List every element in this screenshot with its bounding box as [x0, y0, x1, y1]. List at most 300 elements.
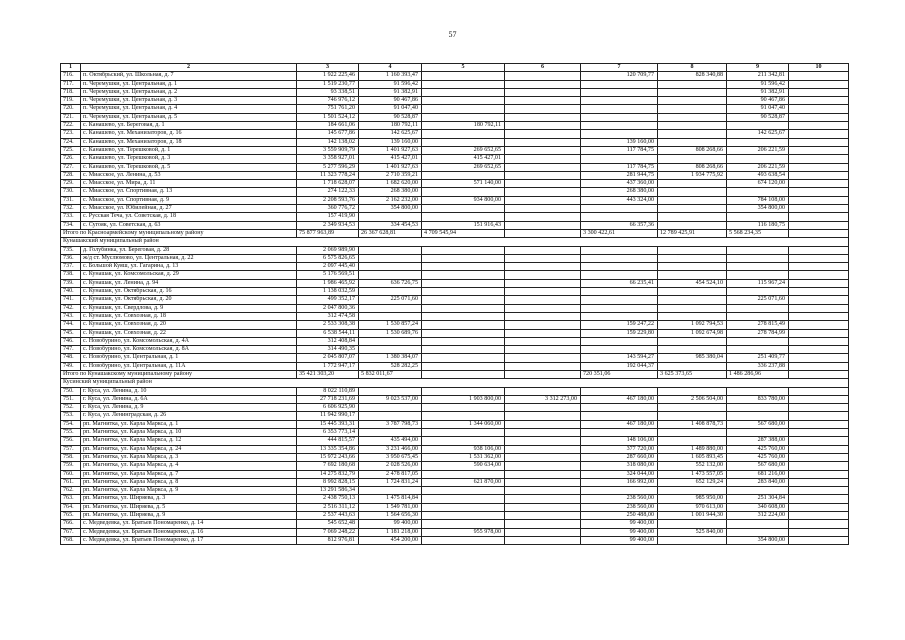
amount-cell — [789, 337, 849, 345]
table-row — [61, 205, 849, 213]
amount-cell — [789, 304, 849, 312]
amount-cell: 184 661,06 — [297, 122, 359, 130]
row-number: 726. — [61, 155, 81, 163]
amount-cell — [505, 512, 581, 520]
amount-cell — [359, 304, 422, 312]
amount-cell — [658, 130, 727, 138]
amount-cell — [505, 445, 581, 453]
amount-cell: 1 549 781,00 — [359, 503, 422, 511]
amount-cell — [789, 321, 849, 329]
row-number: 764. — [61, 503, 81, 511]
amount-cell — [727, 138, 789, 146]
amount-cell — [505, 221, 581, 229]
amount-cell — [505, 288, 581, 296]
amount-cell: 1 564 656,30 — [359, 512, 422, 520]
row-number: 738. — [61, 271, 81, 279]
amount-cell: 681 216,00 — [727, 470, 789, 478]
amount-cell — [581, 254, 658, 262]
address-cell: г. Куса, ул. Ленинградская, д. 26 — [81, 412, 297, 420]
table-row — [61, 180, 849, 188]
amount-cell: 117 784,75 — [581, 163, 658, 171]
amount-cell — [658, 196, 727, 204]
amount-cell: 1 501 524,12 — [297, 113, 359, 121]
amount-cell: 808 268,66 — [658, 146, 727, 154]
address-cell: с. Кунашак, ул. Совхозная, д. 20 — [81, 321, 297, 329]
amount-cell: 2 516 311,12 — [297, 503, 359, 511]
amount-cell — [505, 478, 581, 486]
amount-cell — [727, 188, 789, 196]
amount-cell: 425 760,00 — [727, 445, 789, 453]
address-cell: рп. Магнитка, ул. Карла Маркса, д. 10 — [81, 429, 297, 437]
amount-cell — [422, 346, 505, 354]
subtotal-value: 26 367 628,81 — [359, 229, 422, 237]
amount-cell — [505, 487, 581, 495]
amount-cell: 746 976,12 — [297, 97, 359, 105]
subtotal-value: 5 568 234,35 — [727, 229, 789, 237]
amount-cell: 91 596,42 — [727, 80, 789, 88]
amount-cell: 1 530 689,76 — [359, 329, 422, 337]
row-number: 735. — [61, 246, 81, 254]
amount-cell — [658, 138, 727, 146]
amount-cell — [505, 279, 581, 287]
amount-cell: 66 235,41 — [581, 279, 658, 287]
amount-cell — [422, 304, 505, 312]
row-number: 768. — [61, 536, 81, 544]
amount-cell: 90 467,86 — [727, 97, 789, 105]
amount-cell: 435 494,00 — [359, 437, 422, 445]
amount-cell: 1 138 032,59 — [297, 288, 359, 296]
amount-cell: 91 596,42 — [359, 80, 422, 88]
amount-cell — [581, 387, 658, 395]
amount-cell: 2 478 817,05 — [359, 470, 422, 478]
amount-cell — [658, 263, 727, 271]
row-number: 721. — [61, 113, 81, 121]
amount-cell — [505, 420, 581, 428]
amount-cell: 143 594,27 — [581, 354, 658, 362]
column-number: 3 — [297, 64, 359, 72]
amount-cell — [422, 88, 505, 96]
amount-cell: 251 304,84 — [727, 495, 789, 503]
amount-cell — [359, 387, 422, 395]
amount-cell: 91 047,40 — [727, 105, 789, 113]
amount-cell: 159 229,80 — [581, 329, 658, 337]
amount-cell — [789, 495, 849, 503]
table-row — [61, 171, 849, 179]
amount-cell: 1 934 775,92 — [658, 171, 727, 179]
table-row — [61, 420, 849, 428]
amount-cell: 8 992 828,15 — [297, 478, 359, 486]
amount-cell — [422, 387, 505, 395]
amount-cell: 833 780,00 — [727, 395, 789, 403]
amount-cell — [789, 478, 849, 486]
amount-cell: 985 950,00 — [658, 495, 727, 503]
amount-cell: 3 312 273,00 — [505, 395, 581, 403]
address-cell: п. Черемушки, ул. Центральная, д. 3 — [81, 97, 297, 105]
amount-cell: 3 358 927,01 — [297, 155, 359, 163]
amount-cell — [422, 138, 505, 146]
amount-cell — [727, 246, 789, 254]
amount-cell: 652 129,24 — [658, 478, 727, 486]
row-number: 732. — [61, 205, 81, 213]
amount-cell — [789, 113, 849, 121]
amount-cell — [789, 528, 849, 536]
row-number: 744. — [61, 321, 81, 329]
amount-cell — [789, 536, 849, 544]
amount-cell — [658, 387, 727, 395]
amount-cell — [505, 105, 581, 113]
amount-cell — [422, 437, 505, 445]
amount-cell — [505, 404, 581, 412]
table-row — [61, 288, 849, 296]
amount-cell — [505, 296, 581, 304]
row-number: 740. — [61, 288, 81, 296]
table-row — [61, 296, 849, 304]
amount-cell — [789, 429, 849, 437]
table-row — [61, 462, 849, 470]
section-heading: Кусинский муниципальный район — [61, 379, 849, 387]
row-number: 742. — [61, 304, 81, 312]
column-number: 9 — [727, 64, 789, 72]
amount-cell: 93 338,51 — [297, 88, 359, 96]
table-row — [61, 254, 849, 262]
amount-cell: 8 022 110,89 — [297, 387, 359, 395]
row-number: 746. — [61, 337, 81, 345]
table-row — [61, 271, 849, 279]
amount-cell: 3 231 466,00 — [359, 445, 422, 453]
amount-cell — [422, 404, 505, 412]
amount-cell — [789, 503, 849, 511]
row-number: 747. — [61, 346, 81, 354]
amount-cell: 7 069 248,22 — [297, 528, 359, 536]
amount-cell — [789, 453, 849, 461]
amount-cell: 2 069 989,90 — [297, 246, 359, 254]
address-cell: с. Кунашак, ул. Комсомольская, д. 29 — [81, 271, 297, 279]
row-number: 719. — [61, 97, 81, 105]
amount-cell — [505, 321, 581, 329]
subtotal-value: 5 832 011,67 — [359, 370, 422, 378]
amount-cell: 751 761,20 — [297, 105, 359, 113]
amount-cell: 312 224,00 — [727, 512, 789, 520]
amount-cell — [727, 288, 789, 296]
address-cell: ж/д ст. Муслюмово, ул. Центральная, д. 22 — [81, 254, 297, 262]
amount-cell — [422, 354, 505, 362]
amount-cell — [422, 362, 505, 370]
table-row — [61, 196, 849, 204]
subtotal-value — [505, 229, 581, 237]
amount-cell — [658, 97, 727, 105]
amount-cell: 11 323 778,24 — [297, 171, 359, 179]
amount-cell — [505, 138, 581, 146]
amount-cell: 115 967,24 — [727, 279, 789, 287]
amount-cell — [422, 312, 505, 320]
address-cell: г. Куса, ул. Ленина, д. 6А — [81, 395, 297, 403]
table-row — [61, 80, 849, 88]
column-number: 7 — [581, 64, 658, 72]
amount-cell — [658, 412, 727, 420]
amount-cell — [658, 180, 727, 188]
table-row — [61, 395, 849, 403]
amount-cell — [505, 113, 581, 121]
amount-cell: 225 071,60 — [359, 296, 422, 304]
address-cell: с. Кунашак, ул. Октябрьская, д. 20 — [81, 296, 297, 304]
amount-cell — [422, 495, 505, 503]
amount-cell: 955 978,00 — [422, 528, 505, 536]
amount-cell — [581, 205, 658, 213]
address-cell: с. Миасское, ул. Спортивная, д. 13 — [81, 188, 297, 196]
amount-cell: 14 275 832,79 — [297, 470, 359, 478]
amount-cell: 206 221,59 — [727, 146, 789, 154]
address-cell: с. Большой Куяш, ул. Гагарина, д. 13 — [81, 263, 297, 271]
amount-cell: 318 080,00 — [581, 462, 658, 470]
amount-cell: 13 291 586,34 — [297, 487, 359, 495]
table-row — [61, 495, 849, 503]
amount-cell — [422, 205, 505, 213]
header-row — [61, 64, 849, 72]
amount-cell — [505, 329, 581, 337]
amount-cell — [658, 312, 727, 320]
amount-cell: 454 200,00 — [359, 536, 422, 544]
amount-cell — [505, 146, 581, 154]
address-cell: рп. Магнитка, ул. Карла Маркса, д. 1 — [81, 420, 297, 428]
amount-cell: 552 132,00 — [658, 462, 727, 470]
amount-cell: 9 023 537,00 — [359, 395, 422, 403]
amount-cell — [789, 254, 849, 262]
table-row — [61, 470, 849, 478]
amount-cell — [581, 88, 658, 96]
subtotal-value — [422, 370, 505, 378]
amount-cell — [422, 470, 505, 478]
amount-cell: 211 342,81 — [727, 72, 789, 80]
address-cell: с. Миасское, ул. Ленина, д. 53 — [81, 171, 297, 179]
amount-cell — [422, 520, 505, 528]
amount-cell — [789, 122, 849, 130]
amount-cell: 278 784,99 — [727, 329, 789, 337]
amount-cell — [789, 362, 849, 370]
amount-cell — [658, 205, 727, 213]
amount-cell — [789, 180, 849, 188]
amount-cell — [581, 97, 658, 105]
amount-cell — [658, 520, 727, 528]
amount-cell — [422, 188, 505, 196]
amount-cell — [505, 155, 581, 163]
amount-cell: 139 160,00 — [359, 138, 422, 146]
amount-cell — [789, 171, 849, 179]
amount-cell: 15 445 393,31 — [297, 420, 359, 428]
address-cell: п. Черемушки, ул. Центральная, д. 4 — [81, 105, 297, 113]
amount-cell — [658, 105, 727, 113]
amount-cell: 274 122,33 — [297, 188, 359, 196]
amount-cell: 354 800,00 — [727, 205, 789, 213]
amount-cell — [789, 312, 849, 320]
amount-cell — [789, 80, 849, 88]
row-number: 728. — [61, 171, 81, 179]
amount-cell: 3 787 798,73 — [359, 420, 422, 428]
amount-cell — [658, 437, 727, 445]
address-cell: рп. Магнитка, ул. Карла Маркса, д. 24 — [81, 445, 297, 453]
amount-cell: 336 237,88 — [727, 362, 789, 370]
amount-cell: 1 092 794,53 — [658, 321, 727, 329]
amount-cell — [727, 337, 789, 345]
address-cell: с. Кунашак, ул. Совхозная, д. 18 — [81, 312, 297, 320]
amount-cell — [359, 213, 422, 221]
amount-cell — [581, 404, 658, 412]
row-number: 723. — [61, 130, 81, 138]
table-row — [61, 138, 849, 146]
amount-cell — [789, 196, 849, 204]
amount-cell — [789, 105, 849, 113]
amount-cell: 621 870,00 — [422, 478, 505, 486]
address-cell: рп. Магнитка, ул. Карла Маркса, д. 7 — [81, 470, 297, 478]
amount-cell: 287 660,00 — [581, 453, 658, 461]
amount-cell: 287 388,00 — [727, 437, 789, 445]
amount-cell — [658, 429, 727, 437]
amount-cell — [505, 72, 581, 80]
amount-cell: 206 221,59 — [727, 163, 789, 171]
address-cell: с. Сугояк, ул. Советская, д. 63 — [81, 221, 297, 229]
row-number: 758. — [61, 453, 81, 461]
amount-cell — [359, 346, 422, 354]
amount-cell: 1 344 060,00 — [422, 420, 505, 428]
table-row — [61, 337, 849, 345]
subtotal-value: 4 709 545,94 — [422, 229, 505, 237]
amount-cell: 116 180,75 — [727, 221, 789, 229]
amount-cell: 312 474,58 — [297, 312, 359, 320]
row-number: 737. — [61, 263, 81, 271]
amount-cell: 278 815,49 — [727, 321, 789, 329]
amount-cell: 525 840,00 — [658, 528, 727, 536]
amount-cell: 27 718 231,69 — [297, 395, 359, 403]
amount-cell: 3 950 675,45 — [359, 453, 422, 461]
amount-cell: 1 682 620,00 — [359, 180, 422, 188]
row-number: 762. — [61, 487, 81, 495]
amount-cell — [658, 487, 727, 495]
address-cell: с. Миасское, ул. Юбилейная, д. 27 — [81, 205, 297, 213]
amount-cell: 238 560,00 — [581, 503, 658, 511]
amount-cell: 117 784,75 — [581, 146, 658, 154]
amount-cell — [789, 387, 849, 395]
amount-cell: 3 559 909,79 — [297, 146, 359, 154]
row-number: 727. — [61, 163, 81, 171]
amount-cell — [505, 97, 581, 105]
row-number: 765. — [61, 512, 81, 520]
amount-cell — [727, 404, 789, 412]
amount-cell: 499 352,17 — [297, 296, 359, 304]
amount-cell — [581, 130, 658, 138]
subtotal-value: 1 486 286,96 — [727, 370, 789, 378]
amount-cell: 1 092 674,98 — [658, 329, 727, 337]
amount-cell — [505, 354, 581, 362]
amount-cell: 159 247,22 — [581, 321, 658, 329]
address-cell: с. Кунашак, ул. Октябрьская, д. 16 — [81, 288, 297, 296]
table-row — [61, 478, 849, 486]
amount-cell — [422, 487, 505, 495]
amount-cell: 1 718 628,07 — [297, 180, 359, 188]
row-number: 724. — [61, 138, 81, 146]
amount-cell: 377 720,00 — [581, 445, 658, 453]
subtotal-label: Итого по Кунашакскому муниципальному району — [61, 370, 297, 378]
amount-cell — [789, 445, 849, 453]
amount-cell: 268 380,00 — [581, 188, 658, 196]
amount-cell — [658, 213, 727, 221]
amount-cell — [658, 88, 727, 96]
amount-cell: 157 419,90 — [297, 213, 359, 221]
table-row — [61, 528, 849, 536]
amount-cell: 120 709,77 — [581, 72, 658, 80]
row-number: 743. — [61, 312, 81, 320]
amount-cell — [359, 246, 422, 254]
address-cell: д. Голубинка, ул. Береговая, д. 28 — [81, 246, 297, 254]
amount-cell: 180 792,11 — [359, 122, 422, 130]
table-row — [61, 512, 849, 520]
amount-cell — [359, 312, 422, 320]
amount-cell: 314 490,35 — [297, 346, 359, 354]
table-row — [61, 445, 849, 453]
table-row — [61, 130, 849, 138]
amount-cell — [505, 188, 581, 196]
amount-cell: 2 533 308,38 — [297, 321, 359, 329]
amount-cell — [789, 296, 849, 304]
amount-cell — [658, 288, 727, 296]
amount-cell — [581, 80, 658, 88]
amount-cell: 66 357,36 — [581, 221, 658, 229]
subtotal-row — [61, 370, 849, 378]
amount-cell: 2 710 359,21 — [359, 171, 422, 179]
address-cell: с. Канашево, ул. Механизаторов, д. 18 — [81, 138, 297, 146]
amount-cell — [581, 271, 658, 279]
row-number: 760. — [61, 470, 81, 478]
amount-cell: 139 160,00 — [581, 138, 658, 146]
subtotal-value: 720 351,06 — [581, 370, 658, 378]
row-number: 725. — [61, 146, 81, 154]
amount-cell: 437 360,00 — [581, 180, 658, 188]
table-row — [61, 362, 849, 370]
amount-cell — [658, 254, 727, 262]
amount-cell — [422, 80, 505, 88]
amount-cell: 1 986 465,92 — [297, 279, 359, 287]
amount-cell — [505, 503, 581, 511]
amount-cell — [581, 288, 658, 296]
amount-cell: 454 524,10 — [658, 279, 727, 287]
amount-cell: 2 045 807,07 — [297, 354, 359, 362]
row-number: 722. — [61, 122, 81, 130]
subtotal-value — [789, 229, 849, 237]
amount-cell — [505, 196, 581, 204]
amount-cell: 151 916,43 — [422, 221, 505, 229]
column-number: 8 — [658, 64, 727, 72]
row-number: 757. — [61, 445, 81, 453]
amount-cell — [727, 429, 789, 437]
amount-cell: 360 776,72 — [297, 205, 359, 213]
amount-cell — [422, 105, 505, 113]
amount-cell — [658, 346, 727, 354]
amount-cell — [658, 304, 727, 312]
table-row — [61, 412, 849, 420]
address-cell: с. Медведевка, ул. Братьев Пономаренко, д. 14 — [81, 520, 297, 528]
amount-cell: 493 638,54 — [727, 171, 789, 179]
amount-cell — [422, 429, 505, 437]
row-number: 755. — [61, 429, 81, 437]
subtotal-value: 12 789 425,91 — [658, 229, 727, 237]
table-row — [61, 122, 849, 130]
address-cell: рп. Магнитка, ул. Карла Маркса, д. 12 — [81, 437, 297, 445]
amount-cell: 828 340,88 — [658, 72, 727, 80]
amount-cell — [422, 254, 505, 262]
amount-cell — [505, 412, 581, 420]
amount-cell: 1 181 218,00 — [359, 528, 422, 536]
amount-cell: 250 488,00 — [581, 512, 658, 520]
address-cell: рп. Магнитка, ул. Ширяева, д. 9 — [81, 512, 297, 520]
amount-cell — [789, 205, 849, 213]
